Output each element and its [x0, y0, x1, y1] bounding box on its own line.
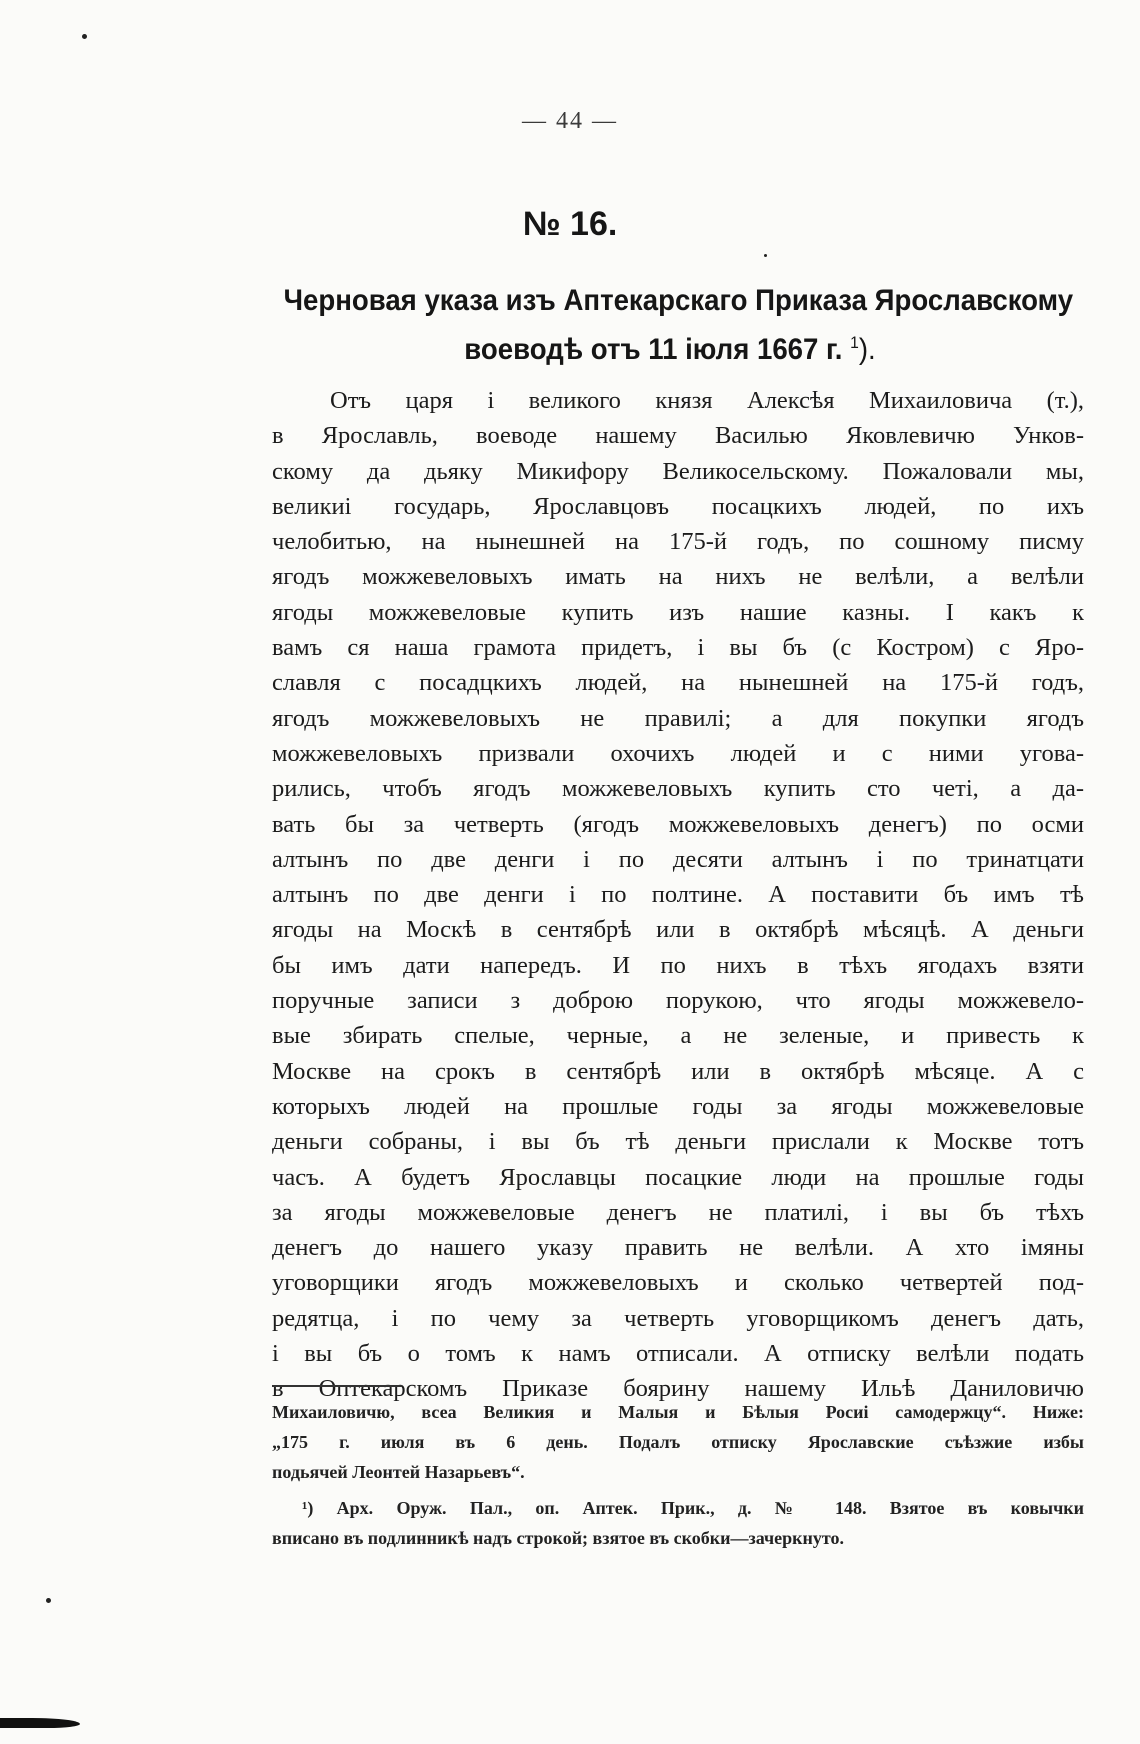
body-line: челобитью, на нынешней на 175-й годъ, по сошному писму	[272, 528, 1084, 556]
body-line: Москве на срокъ в сентябрѣ или в октябрѣ мѣсяце. А с	[272, 1057, 1084, 1085]
title-line-text: воеводѣ отъ 11 іюля 1667 г.	[464, 333, 843, 366]
body-line: бы имъ дати напередъ. И по нихъ в тѣхъ ягодахъ взяти	[272, 951, 1084, 979]
body-line: славля с посадцкихъ людей, на нынешней на 175-й годъ,	[272, 669, 1084, 697]
scan-speck	[46, 1598, 51, 1603]
body-line: вать бы за четверть (ягодъ можжевеловыхъ денегъ) по осми	[272, 810, 1084, 838]
body-line: скому да дьяку Микифору Великосельскому. Пожаловали мы,	[272, 457, 1084, 485]
scan-speck	[764, 254, 767, 257]
body-line: в Оптекарскомъ Приказе боярину нашему Ильѣ Даниловичю	[272, 1375, 1084, 1403]
body-line: великиі государь, Ярославцовъ посацкихъ людей, по ихъ	[272, 492, 1084, 520]
body-line: ягоды на Москѣ в сентябрѣ или в октябрѣ мѣсяцѣ. А деньги	[272, 916, 1084, 944]
body-line: ягодъ можжевеловыхъ имать на нихъ не велѣли, а велѣли	[272, 563, 1084, 591]
body-line: деньги собраны, і вы бъ тѣ деньги прислали к Москве тотъ	[272, 1128, 1084, 1156]
body-line: і вы бъ о томъ к намъ отписали. А отписку велѣли подать	[272, 1340, 1084, 1368]
footnote-continuation-line: „175 г. июля въ 6 день. Подалъ отписку Ярославские съѣзжие избы	[272, 1432, 1084, 1452]
footnote-1-line: ¹) Арх. Оруж. Пал., оп. Аптек. Прик., д. № 148. Взятое въ ковычки	[302, 1498, 1084, 1518]
body-line: вые збирать спелые, черные, а не зеленые, и привесть к	[272, 1022, 1084, 1050]
scan-edge-mark	[0, 1718, 80, 1728]
body-line: вамъ ся наша грамота придетъ, і вы бъ (с Костром) с Яро-	[272, 634, 1084, 662]
body-line: ягодъ можжевеловыхъ не правилі; а для покупки ягодъ	[272, 704, 1084, 732]
body-line: Отъ царя і великого князя Алексѣя Михаиловича (т.),	[330, 387, 1084, 414]
body-line: денегъ до нашего указу править не велѣли. А хто імяны	[272, 1234, 1084, 1262]
footnote-continuation-line: подьячей Леонтей Назарьевъ“.	[272, 1462, 525, 1482]
body-line: редятца, і по чему за четверть уговорщикомъ денегъ дать,	[272, 1304, 1084, 1332]
document-number: № 16.	[522, 205, 618, 243]
title-line: Черновая указа изъ Аптекарскаго Приказа Ярославскому	[283, 284, 1074, 317]
page-number: — 44 —	[522, 108, 618, 134]
body-line: алтынъ по две денги і по десяти алтынъ і по тринатцати	[272, 845, 1084, 873]
body-line: уговорщики ягодъ можжевеловыхъ и сколько четвертей под-	[272, 1269, 1084, 1297]
body-text	[272, 383, 1084, 1407]
title-line	[284, 322, 1057, 371]
footnote-1-line: вписано въ подлинникѣ надъ строкой; взятое въ скобки—зачеркнуто.	[272, 1528, 844, 1548]
body-line: часъ. А будетъ Ярославцы посацкие люди на прошлые годы	[272, 1163, 1084, 1191]
document-title	[283, 280, 1074, 371]
scan-speck	[82, 34, 87, 39]
body-line: за ягоды можжевеловые денегъ не платилі, і вы бъ тѣхъ	[272, 1198, 1084, 1226]
footnotes	[272, 1397, 1084, 1553]
body-line: алтынъ по две денги і по полтине. А поставити бъ имъ тѣ	[272, 881, 1084, 909]
body-line: можжевеловыхъ призвали охочихъ людей и с ними угова-	[272, 739, 1084, 767]
body-line: в Ярославль, воеводе нашему Василью Яковлевичю Унков-	[272, 422, 1084, 450]
body-line: рились, чтобъ ягодъ можжевеловыхъ купить сто четі, а да-	[272, 775, 1084, 803]
body-line: поручные записи з доброю порукою, что ягоды можжевело-	[272, 987, 1084, 1015]
footnote-continuation-line: Михаиловичю, всеа Великия и Малыя и Бѣлыя Росиі самодержцу“. Ниже:	[272, 1402, 1084, 1422]
title-footnote-mark: 1	[850, 333, 859, 352]
body-line: которыхъ людей на прошлые годы за ягоды можжевеловые	[272, 1092, 1084, 1120]
body-line: ягоды можжевеловые купить изъ нашие казны. І какъ к	[272, 598, 1084, 626]
footnote-divider	[272, 1385, 402, 1387]
title-footnote-close: ).	[858, 333, 876, 366]
